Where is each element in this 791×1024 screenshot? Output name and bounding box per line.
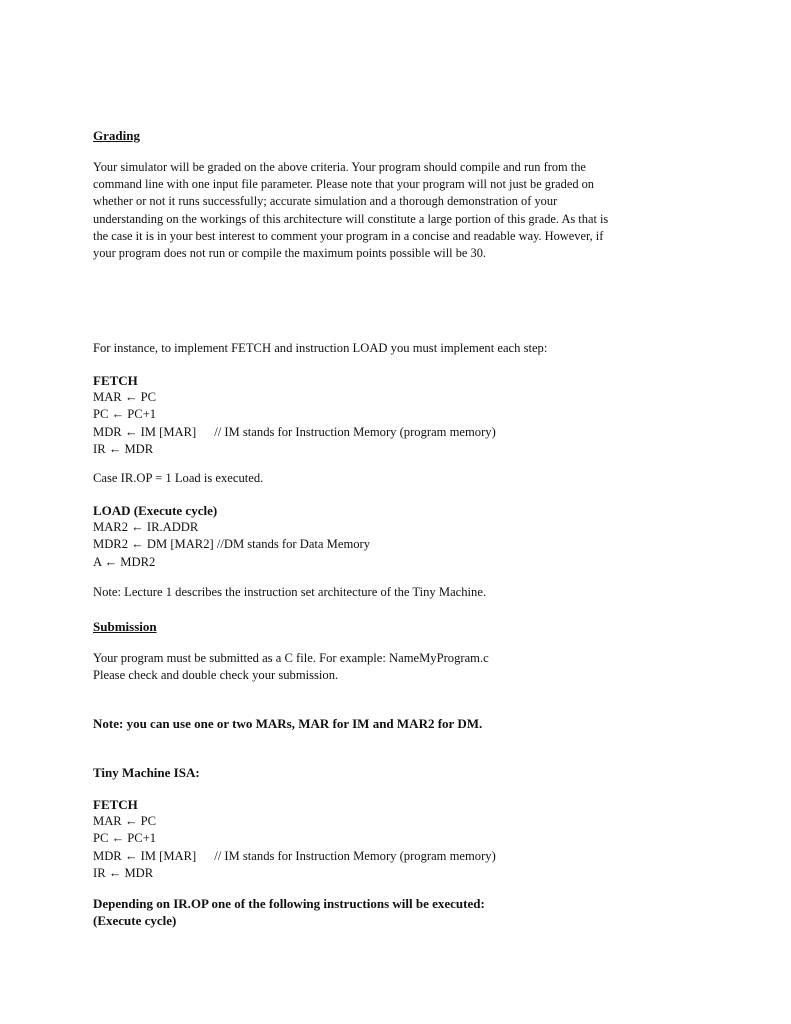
fetch-block — [93, 372, 496, 458]
submission-line: Your program must be submitted as a C file. For example: NameMyProgram.c — [93, 651, 489, 665]
note-lecture: Note: Lecture 1 describes the instruction set architecture of the Tiny Machine. — [93, 585, 487, 599]
depending-line: Depending on IR.OP one of the following instructions will be executed: — [93, 896, 485, 911]
grading-line: the case it is in your best interest to comment your program in a concise and readable way. However, if — [93, 228, 604, 243]
instance-intro: For instance, to implement FETCH and instruction LOAD you must implement each step: — [93, 341, 548, 355]
fetch-step: MAR ← PC — [93, 814, 156, 829]
fetch-comment: // IM stands for Instruction Memory (program memory) — [214, 848, 496, 863]
note-mars: Note: you can use one or two MARs, MAR for IM and MAR2 for DM. — [93, 716, 483, 731]
fetch-step: IR ← MDR — [93, 865, 154, 880]
fetch-step: PC ← PC+1 — [93, 831, 157, 846]
fetch-comment: // IM stands for Instruction Memory (program memory) — [214, 424, 496, 439]
fetch-step: MDR ← IM [MAR] — [93, 848, 197, 863]
depending-line: (Execute cycle) — [93, 913, 177, 929]
grading-line: your program does not run or compile the maximum points possible will be 30. — [93, 245, 487, 260]
load-block — [93, 502, 370, 571]
load-step: MAR2 ← IR.ADDR — [93, 520, 199, 535]
grading-line: Your simulator will be graded on the above criteria. Your program should compile and run from the — [93, 160, 586, 174]
fetch-step: MDR ← IM [MAR] — [93, 424, 197, 439]
fetch-step: PC ← PC+1 — [93, 407, 157, 422]
load-step: MDR2 ← DM [MAR2] //DM stands for Data Memory — [93, 537, 371, 552]
grading-paragraph — [93, 159, 608, 262]
isa-heading: Tiny Machine ISA: — [93, 765, 200, 780]
case-line: Case IR.OP = 1 Load is executed. — [93, 471, 264, 485]
fetch-step: IR ← MDR — [93, 441, 154, 456]
grading-line: whether or not it runs successfully; accurate simulation and a thorough demonstration of your — [93, 194, 558, 209]
fetch-step: MAR ← PC — [93, 390, 156, 405]
fetch-step-mdr — [93, 848, 496, 865]
load-title: LOAD (Execute cycle) — [93, 503, 218, 518]
grading-line: command line with one input file parameter. Please note that your program will not just be graded on — [93, 177, 595, 192]
fetch-title: FETCH — [93, 373, 138, 388]
fetch-title: FETCH — [93, 797, 138, 812]
submission-paragraph — [93, 650, 489, 684]
submission-heading: Submission — [93, 619, 157, 634]
grading-heading: Grading — [93, 128, 140, 143]
submission-line: Please check and double check your submission. — [93, 668, 339, 683]
fetch-block-isa — [93, 796, 496, 882]
depending-block — [93, 895, 485, 929]
grading-line: understanding on the workings of this architecture will constitute a large portion of this grade. As that is — [93, 211, 609, 226]
fetch-step-mdr — [93, 424, 496, 441]
load-step: A ← MDR2 — [93, 554, 156, 569]
